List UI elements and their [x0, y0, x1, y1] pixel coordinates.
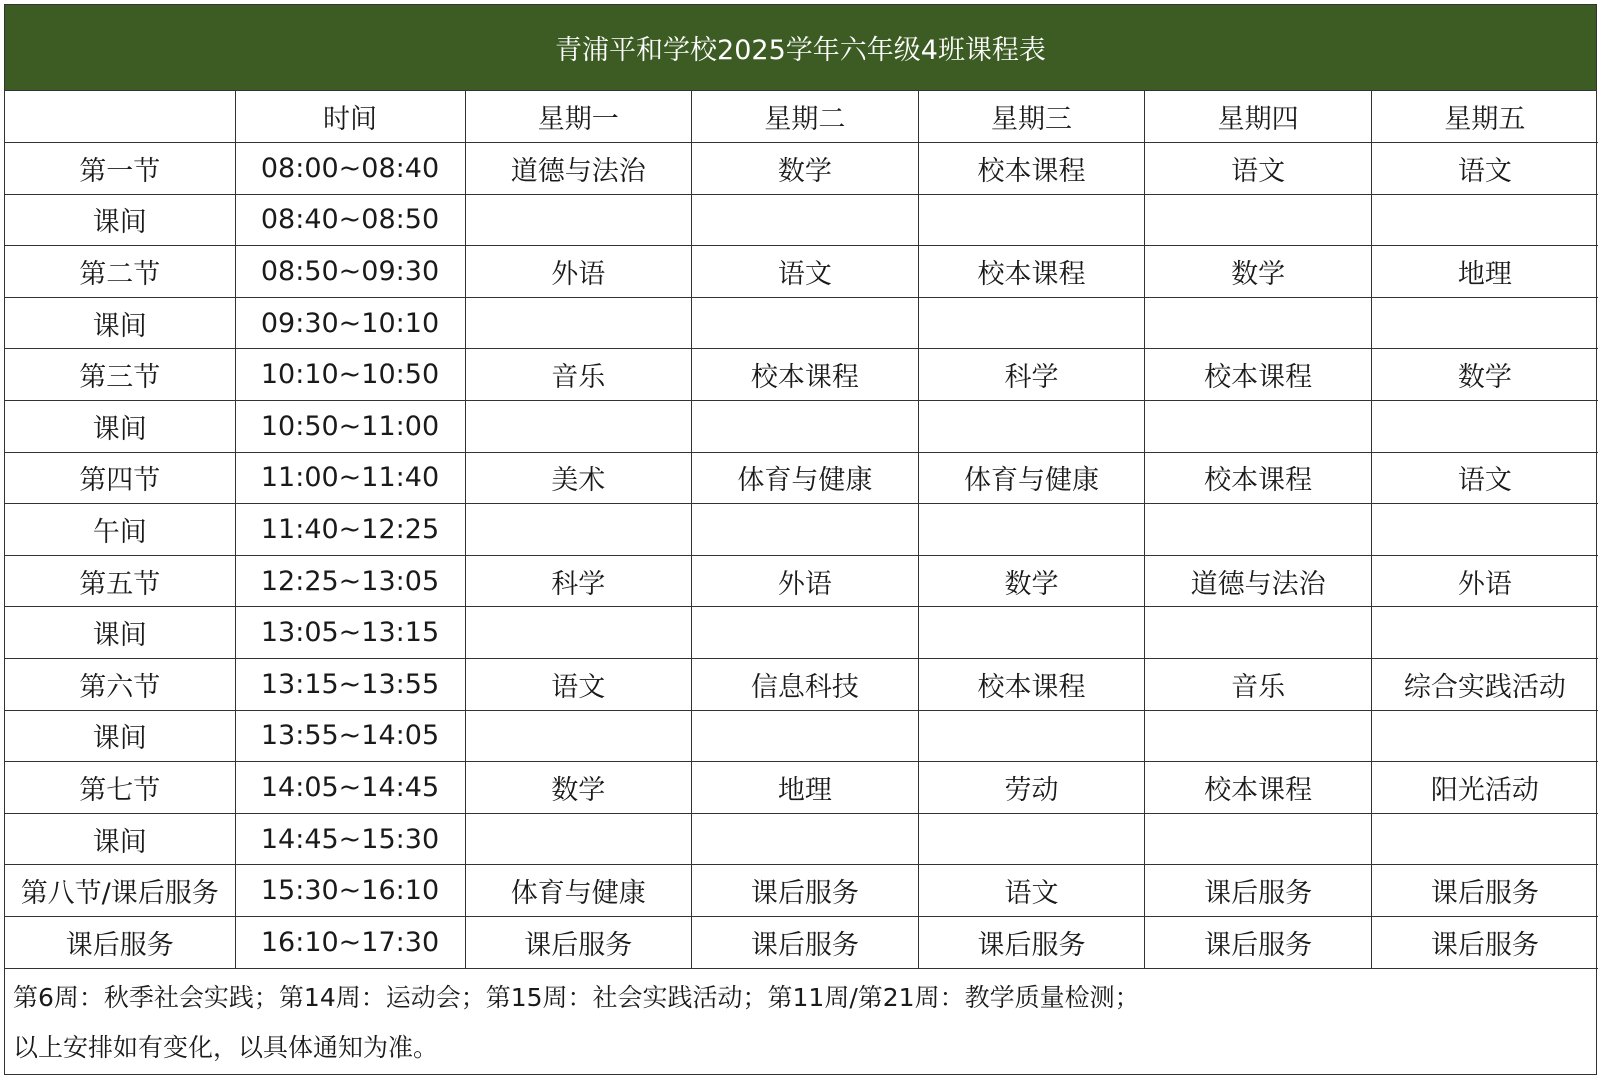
table-row: [5, 143, 1598, 195]
course-cell-wednesday: [918, 813, 1145, 865]
day-header-monday: 星期一: [465, 91, 692, 143]
course-cell-monday: 音乐: [465, 349, 692, 401]
course-cell-friday: [1371, 401, 1598, 453]
header-row: [5, 91, 1598, 143]
day-header-tuesday: 星期二: [692, 91, 919, 143]
course-cell-tuesday: 信息科技: [692, 659, 919, 711]
period-time: 10:50~11:00: [235, 401, 465, 453]
period-label: 第四节: [5, 452, 235, 504]
course-cell-friday: 课后服务: [1371, 917, 1598, 969]
course-cell-thursday: 校本课程: [1145, 349, 1372, 401]
period-label: 课间: [5, 813, 235, 865]
course-cell-tuesday: [692, 194, 919, 246]
period-time: 16:10~17:30: [235, 917, 465, 969]
day-header-thursday: 星期四: [1145, 91, 1372, 143]
notes: [5, 969, 1596, 1073]
table-row: [5, 865, 1598, 917]
period-time: 15:30~16:10: [235, 865, 465, 917]
course-cell-monday: 科学: [465, 555, 692, 607]
table-row: [5, 555, 1598, 607]
table-row: [5, 917, 1598, 969]
day-header-friday: 星期五: [1371, 91, 1598, 143]
course-cell-tuesday: [692, 297, 919, 349]
period-label: 第七节: [5, 762, 235, 814]
course-cell-friday: [1371, 504, 1598, 556]
course-cell-tuesday: [692, 607, 919, 659]
course-cell-wednesday: 科学: [918, 349, 1145, 401]
course-cell-thursday: [1145, 607, 1372, 659]
table-row: [5, 349, 1598, 401]
course-cell-friday: 课后服务: [1371, 865, 1598, 917]
period-time: 08:50~09:30: [235, 246, 465, 298]
course-cell-friday: 外语: [1371, 555, 1598, 607]
table-row: [5, 246, 1598, 298]
course-cell-monday: 外语: [465, 246, 692, 298]
period-label: 课间: [5, 607, 235, 659]
course-cell-wednesday: 数学: [918, 555, 1145, 607]
corner-header: [5, 91, 235, 143]
course-cell-monday: 道德与法治: [465, 143, 692, 195]
course-cell-tuesday: 课后服务: [692, 917, 919, 969]
table-row: [5, 297, 1598, 349]
course-cell-friday: [1371, 297, 1598, 349]
course-cell-friday: [1371, 813, 1598, 865]
course-cell-monday: [465, 194, 692, 246]
course-cell-wednesday: [918, 297, 1145, 349]
course-cell-thursday: 道德与法治: [1145, 555, 1372, 607]
table-row: [5, 710, 1598, 762]
course-cell-thursday: [1145, 401, 1372, 453]
course-cell-tuesday: 地理: [692, 762, 919, 814]
course-cell-thursday: 音乐: [1145, 659, 1372, 711]
course-cell-wednesday: [918, 401, 1145, 453]
period-label: 午间: [5, 504, 235, 556]
period-label: 课间: [5, 194, 235, 246]
period-time: 08:40~08:50: [235, 194, 465, 246]
course-cell-thursday: 校本课程: [1145, 452, 1372, 504]
table-row: [5, 504, 1598, 556]
course-cell-friday: 阳光活动: [1371, 762, 1598, 814]
course-cell-monday: [465, 504, 692, 556]
time-header: 时间: [235, 91, 465, 143]
period-label: 第二节: [5, 246, 235, 298]
course-cell-tuesday: [692, 504, 919, 556]
course-cell-wednesday: [918, 194, 1145, 246]
course-cell-tuesday: [692, 813, 919, 865]
course-cell-thursday: [1145, 297, 1372, 349]
course-cell-wednesday: 语文: [918, 865, 1145, 917]
course-cell-friday: 数学: [1371, 349, 1598, 401]
course-cell-wednesday: [918, 504, 1145, 556]
period-label: 第六节: [5, 659, 235, 711]
table-row: [5, 607, 1598, 659]
course-cell-wednesday: [918, 710, 1145, 762]
course-cell-monday: 语文: [465, 659, 692, 711]
course-cell-thursday: 数学: [1145, 246, 1372, 298]
course-cell-wednesday: 校本课程: [918, 246, 1145, 298]
table-row: [5, 813, 1598, 865]
period-label: 课间: [5, 710, 235, 762]
period-time: 14:05~14:45: [235, 762, 465, 814]
course-cell-monday: [465, 813, 692, 865]
course-cell-tuesday: 课后服务: [692, 865, 919, 917]
course-cell-friday: 语文: [1371, 452, 1598, 504]
course-cell-tuesday: 语文: [692, 246, 919, 298]
course-cell-friday: [1371, 194, 1598, 246]
course-cell-monday: 美术: [465, 452, 692, 504]
course-cell-thursday: 语文: [1145, 143, 1372, 195]
course-cell-monday: [465, 710, 692, 762]
course-cell-tuesday: 外语: [692, 555, 919, 607]
note-line: 第6周：秋季社会实践；第14周：运动会；第15周：社会实践活动；第11周/第21周：教学质量检测；: [13, 982, 1140, 1012]
course-cell-wednesday: 课后服务: [918, 917, 1145, 969]
course-cell-thursday: 课后服务: [1145, 917, 1372, 969]
course-cell-thursday: [1145, 504, 1372, 556]
period-time: 13:55~14:05: [235, 710, 465, 762]
period-time: 08:00~08:40: [235, 143, 465, 195]
course-cell-tuesday: [692, 710, 919, 762]
day-header-wednesday: 星期三: [918, 91, 1145, 143]
course-cell-wednesday: [918, 607, 1145, 659]
table-row: [5, 452, 1598, 504]
course-cell-friday: [1371, 607, 1598, 659]
course-cell-wednesday: 校本课程: [918, 143, 1145, 195]
period-time: 11:40~12:25: [235, 504, 465, 556]
table-row: [5, 659, 1598, 711]
course-cell-wednesday: 劳动: [918, 762, 1145, 814]
course-cell-friday: 综合实践活动: [1371, 659, 1598, 711]
period-time: 11:00~11:40: [235, 452, 465, 504]
timetable-title: 青浦平和学校2025学年六年级4班课程表: [5, 5, 1596, 91]
timetable-sheet: [4, 4, 1597, 1075]
course-cell-wednesday: 校本课程: [918, 659, 1145, 711]
course-cell-friday: [1371, 710, 1598, 762]
table-row: [5, 401, 1598, 453]
note-line: 以上安排如有变化，以具体通知为准。: [13, 1032, 439, 1062]
period-label: 课间: [5, 401, 235, 453]
course-cell-monday: 数学: [465, 762, 692, 814]
period-time: 13:05~13:15: [235, 607, 465, 659]
course-cell-thursday: 课后服务: [1145, 865, 1372, 917]
period-time: 12:25~13:05: [235, 555, 465, 607]
course-cell-thursday: [1145, 813, 1372, 865]
course-cell-tuesday: 校本课程: [692, 349, 919, 401]
period-label: 第三节: [5, 349, 235, 401]
course-cell-monday: [465, 607, 692, 659]
period-time: 10:10~10:50: [235, 349, 465, 401]
course-cell-tuesday: [692, 401, 919, 453]
schedule-table: [5, 91, 1598, 969]
course-cell-friday: 语文: [1371, 143, 1598, 195]
course-cell-monday: [465, 297, 692, 349]
course-cell-monday: 体育与健康: [465, 865, 692, 917]
course-cell-monday: 课后服务: [465, 917, 692, 969]
period-label: 课间: [5, 297, 235, 349]
course-cell-tuesday: 体育与健康: [692, 452, 919, 504]
period-label: 第一节: [5, 143, 235, 195]
course-cell-thursday: [1145, 710, 1372, 762]
course-cell-wednesday: 体育与健康: [918, 452, 1145, 504]
period-time: 14:45~15:30: [235, 813, 465, 865]
course-cell-friday: 地理: [1371, 246, 1598, 298]
period-label: 课后服务: [5, 917, 235, 969]
period-time: 13:15~13:55: [235, 659, 465, 711]
course-cell-thursday: [1145, 194, 1372, 246]
period-label: 第五节: [5, 555, 235, 607]
schedule-body: [5, 143, 1598, 969]
course-cell-tuesday: 数学: [692, 143, 919, 195]
period-label: 第八节/课后服务: [5, 865, 235, 917]
course-cell-monday: [465, 401, 692, 453]
period-time: 09:30~10:10: [235, 297, 465, 349]
course-cell-thursday: 校本课程: [1145, 762, 1372, 814]
table-row: [5, 194, 1598, 246]
table-row: [5, 762, 1598, 814]
